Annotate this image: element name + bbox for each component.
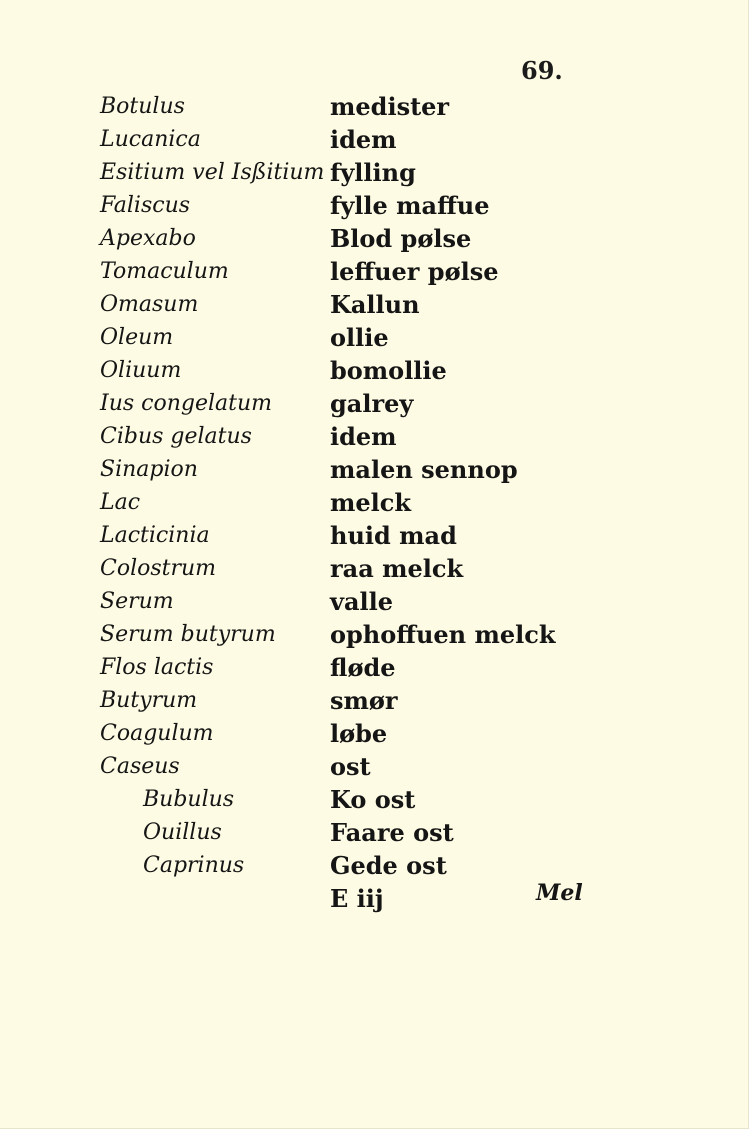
- glossary-row: [0, 323, 748, 356]
- glossary-row: [0, 653, 748, 686]
- danish-term: huid mad: [330, 521, 457, 550]
- glossary-row: [0, 686, 748, 719]
- danish-term: medister: [330, 92, 450, 121]
- danish-term: galrey: [330, 389, 414, 418]
- latin-term: Oleum: [100, 325, 174, 350]
- danish-term: melck: [330, 488, 412, 517]
- danish-term: idem: [330, 125, 397, 154]
- danish-term: fylling: [330, 158, 416, 187]
- latin-term: Apexabo: [100, 226, 196, 251]
- glossary-row: [0, 158, 748, 191]
- latin-term: Butyrum: [100, 688, 198, 713]
- glossary-row: [0, 257, 748, 290]
- latin-term: Esitium vel Isßitium: [100, 160, 325, 185]
- page-number: 69.: [521, 56, 563, 85]
- glossary-row: [0, 191, 748, 224]
- glossary-row: [0, 455, 748, 488]
- glossary-row: [0, 521, 748, 554]
- signature-row: [0, 884, 748, 917]
- danish-term: valle: [330, 587, 393, 616]
- glossary-list: [0, 92, 748, 917]
- latin-term: Lucanica: [100, 127, 201, 152]
- latin-term: Caprinus: [143, 853, 245, 878]
- latin-term: Omasum: [100, 292, 199, 317]
- latin-term: Ouillus: [143, 820, 222, 845]
- latin-term: Bubulus: [143, 787, 235, 812]
- glossary-row: [0, 752, 748, 785]
- latin-term: Botulus: [100, 94, 185, 119]
- danish-term: Gede ost: [330, 851, 447, 880]
- glossary-row: [0, 422, 748, 455]
- danish-term: leffuer pølse: [330, 257, 499, 286]
- glossary-row: [0, 290, 748, 323]
- glossary-row: [0, 125, 748, 158]
- latin-term: Oliuum: [100, 358, 182, 383]
- danish-term: smør: [330, 686, 398, 715]
- latin-term: Lacticinia: [100, 523, 210, 548]
- catchword: Mel: [536, 880, 583, 906]
- latin-term: Cibus gelatus: [100, 424, 252, 449]
- signature-mark: E iij: [330, 884, 384, 913]
- glossary-row: [0, 356, 748, 389]
- danish-term: Blod pølse: [330, 224, 472, 253]
- latin-term: Ius congelatum: [100, 391, 273, 416]
- glossary-row: [0, 488, 748, 521]
- latin-term: Colostrum: [100, 556, 217, 581]
- latin-term: Caseus: [100, 754, 180, 779]
- danish-term: ost: [330, 752, 371, 781]
- danish-term: malen sennop: [330, 455, 518, 484]
- danish-term: ophoffuen melck: [330, 620, 556, 649]
- danish-term: Faare ost: [330, 818, 454, 847]
- danish-term: ollie: [330, 323, 389, 352]
- glossary-row: [0, 587, 748, 620]
- danish-term: løbe: [330, 719, 388, 748]
- glossary-row: [0, 224, 748, 257]
- glossary-row: [0, 620, 748, 653]
- latin-term: Flos lactis: [100, 655, 214, 680]
- danish-term: fløde: [330, 653, 396, 682]
- danish-term: Ko ost: [330, 785, 416, 814]
- latin-term: Lac: [100, 490, 141, 515]
- glossary-row: [0, 851, 748, 884]
- latin-term: Serum butyrum: [100, 622, 276, 647]
- glossary-row: [0, 389, 748, 422]
- glossary-row: [0, 92, 748, 125]
- glossary-row: [0, 785, 748, 818]
- glossary-row: [0, 719, 748, 752]
- glossary-row: [0, 818, 748, 851]
- latin-term: Tomaculum: [100, 259, 229, 284]
- latin-term: Faliscus: [100, 193, 191, 218]
- danish-term: idem: [330, 422, 397, 451]
- latin-term: Sinapion: [100, 457, 198, 482]
- danish-term: fylle maffue: [330, 191, 490, 220]
- latin-term: Serum: [100, 589, 174, 614]
- danish-term: Kallun: [330, 290, 420, 319]
- danish-term: raa melck: [330, 554, 464, 583]
- danish-term: bomollie: [330, 356, 447, 385]
- glossary-row: [0, 554, 748, 587]
- latin-term: Coagulum: [100, 721, 214, 746]
